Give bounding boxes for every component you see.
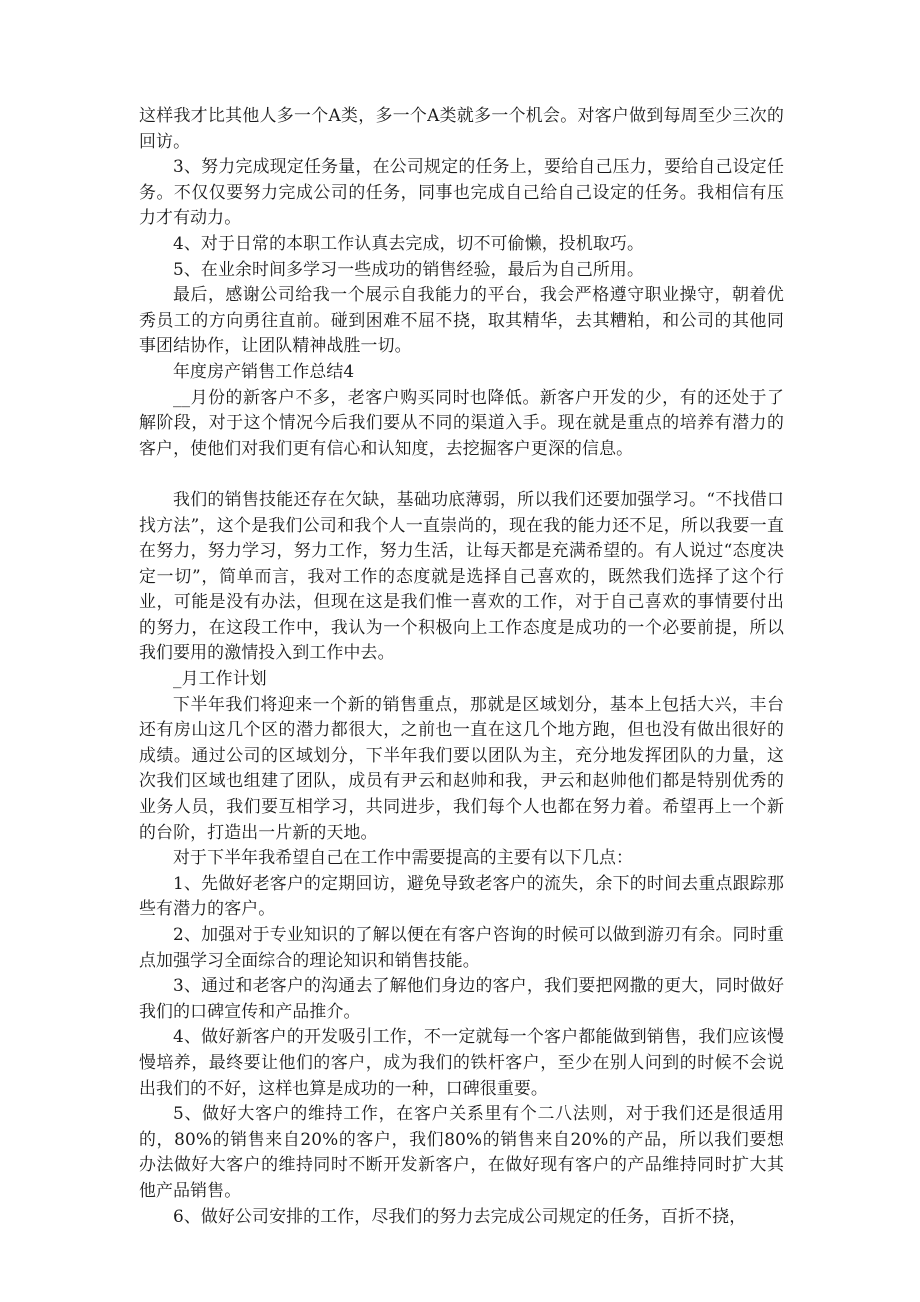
paragraph: 1、先做好老客户的定期回访，避免导致老客户的流失，余下的时间去重点跟踪那些有潜力的客户。	[139, 872, 784, 919]
paragraph: 5、做好大客户的维持工作，在客户关系里有个二八法则，对于我们还是很适用的，80%的销售来自20%的客户，我们80%的销售来自20%的产品，所以我们要想办法做好大客户的维持同时不断开发新客户，在做好现有客户的产品维持同时扩大其他产品销售。	[139, 1103, 784, 1200]
paragraph: 4、对于日常的本职工作认真去完成，切不可偷懒，投机取巧。	[173, 232, 644, 253]
paragraph: 3、通过和老客户的沟通去了解他们身边的客户，我们要把网撒的更大，同时做好我们的口碑宣传和产品推介。	[139, 975, 784, 1021]
section-heading: _月工作计划	[173, 668, 267, 689]
paragraph: 我们的销售技能还存在欠缺，基础功底薄弱，所以我们还要加强学习。“不找借口找方法”，这个是我们公司和我个人一直崇尚的，现在我的能力还不足，所以我要一直在努力，努力学习，努力工作，努力生活，让每天都是充满希望的。有人说过“态度决定一切”，简单而言，我对工作的态度就是选择自己喜欢的，既然我们选择了这个行业，可能是没有办法，但现在这是我们惟一喜欢的工作，对于自己喜欢的事情要付出的努力，在这段工作中，我认为一个积极向上工作态度是成功的一个必要前提，所以我们要用的激情投入到工作中去。	[139, 488, 784, 663]
paragraph: 6、做好公司安排的工作，尽我们的努力去完成公司规定的任务，百折不挠，	[173, 1205, 747, 1226]
paragraph: 下半年我们将迎来一个新的销售重点，那就是区域划分，基本上包括大兴，丰台还有房山这几个区的潜力都很大，之前也一直在这几个地方跑，但也没有做出很好的成绩。通过公司的区域划分，下半年我们要以团队为主，充分地发挥团队的力量，这次我们区域也组建了团队，成员有尹云和赵帅和我，尹云和赵帅他们都是特别优秀的业务人员，我们要互相学习，共同进步，我们每个人也都在努力着。希望再上一个新的台阶，打造出一片新的天地。	[139, 693, 784, 842]
paragraph: 4、做好新客户的开发吸引工作，不一定就每一个客户都能做到销售，我们应该慢慢培养，最终要让他们的客户，成为我们的铁杆客户，至少在别人问到的时候不会说出我们的不好，这样也算是成功的一种，口碑很重要。	[139, 1026, 784, 1098]
paragraph: 3、努力完成现定任务量，在公司规定的任务上，要给自己压力，要给自己设定任务。不仅仅要努力完成公司的任务，同事也完成自己给自己设定的任务。我相信有压力才有动力。	[139, 156, 784, 228]
paragraph: __月份的新客户不多，老客户购买同时也降低。新客户开发的少，有的还处于了解阶段，对于这个情况今后我们要从不同的渠道入手。现在就是重点的培养有潜力的客户，使他们对我们更有信心和认知度，去挖掘客户更深的信息。	[139, 386, 784, 458]
document-body	[139, 103, 784, 1229]
paragraph: 5、在业余时间多学习一些成功的销售经验，最后为自己所用。	[173, 258, 644, 279]
section-heading: 年度房产销售工作总结4	[173, 360, 355, 381]
paragraph: 对于下半年我希望自己在工作中需要提高的主要有以下几点：	[173, 847, 634, 868]
paragraph: 最后，感谢公司给我一个展示自我能力的平台，我会严格遵守职业操守，朝着优秀员工的方向勇往直前。碰到困难不屈不挠，取其精华，去其糟粕，和公司的其他同事团结协作，让团队精神战胜一切。	[139, 284, 784, 356]
blank-line	[139, 461, 784, 487]
paragraph: 这样我才比其他人多一个A类，多一个A类就多一个机会。对客户做到每周至少三次的回访。	[139, 105, 784, 151]
paragraph: 2、加强对于专业知识的了解以便在有客户咨询的时候可以做到游刃有余。同时重点加强学习全面综合的理论知识和销售技能。	[139, 924, 784, 970]
